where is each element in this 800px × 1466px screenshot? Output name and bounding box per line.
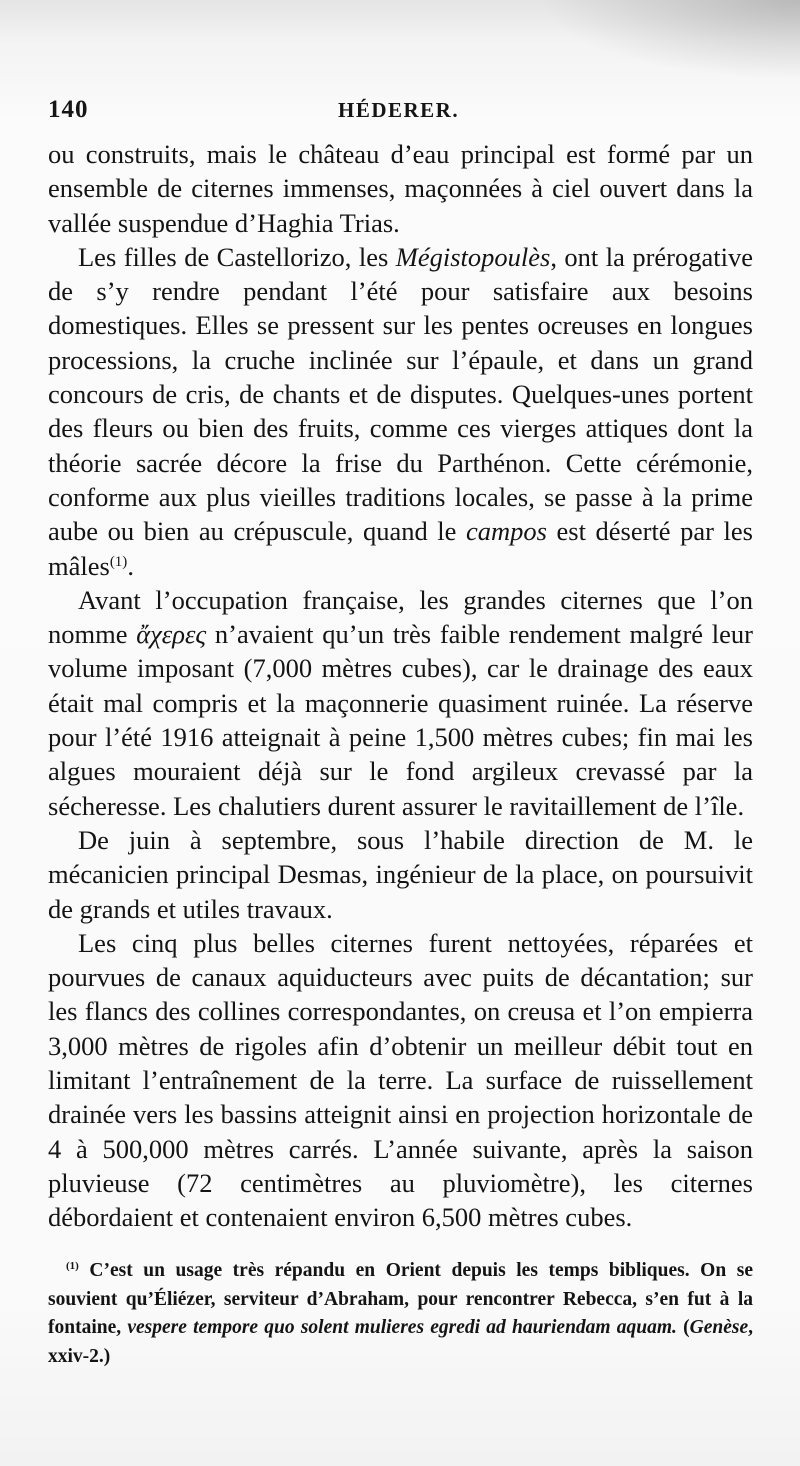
page-number: 140 [48, 96, 89, 123]
footnote-paragraph [48, 1257, 753, 1371]
greek-term: ἄχερες [136, 619, 207, 650]
footnote-text-b: ( [676, 1317, 690, 1338]
paragraph-2-text-a: Les filles de Castellorizo, les [78, 241, 396, 272]
footnote-marker: (1) [66, 1260, 79, 1272]
campos-term: campos [465, 516, 547, 547]
footnote-text-a: C’est un usage très répandu en Orient depuis les temps bibliques. On se souvient qu’Éliézer, serviteur d’Abraham, pour rencontrer Rebecca, s’en fut à la fontaine, [48, 1260, 753, 1338]
running-title: HÉDERER. [338, 98, 460, 122]
footnote-book-reference: Genèse [689, 1317, 749, 1338]
footnote-reference: (1) [109, 553, 128, 570]
running-head [48, 96, 768, 132]
paragraph-2-text-c: , ont la prérogative de s’y rendre pendant l’été pour satisfaire aux besoins domestiques. Elles se pressent sur les pentes ocreuses en longues processions, la cruche inclinée sur l’épaule, et dans un grand concours de cris, de chants et de disputes. Quelques-unes portent des fleurs ou bien des fruits, comme ces vierges attiques dont la théorie sacrée décore la frise du Parthénon. Cette cérémonie, conforme aux plus vieilles traditions locales, se passe à la prime aube ou bien au crépuscule, quand le [48, 241, 754, 547]
footnote-text-c: , xxiv-2.) [48, 1317, 753, 1367]
paragraph-3 [48, 583, 753, 823]
paragraph-1: ou construits, mais le château d’eau principal est formé par un ensemble de citernes immenses, maçonnées à ciel ouvert dans la vallée suspendue d’Haghia Trias. [48, 139, 753, 238]
paragraph-2 [48, 240, 753, 583]
paragraph-5: Les cinq plus belles citernes furent nettoyées, réparées et pourvues de canaux aquiducteurs avec puits de décantation; sur les flancs des collines correspondantes, on creusa et l’on empierra 3,000 mètres de rigoles afin d’obtenir un meilleur débit tout en limitant l’entraînement de la terre. La surface de ruissellement drainée vers les bassins atteignit ainsi en projection horizontale de 4 à 500,000 mètres carrés. L’année suivante, après la saison pluvieuse (72 centimètres au pluviomètre), les citernes débordaient et contenaient environ 6,500 mètres cubes. [48, 927, 753, 1233]
paragraph-3-text-b: n’avaient qu’un très faible rendement malgré leur volume imposant (7,000 mètres cubes), car le drainage des eaux était mal compris et la maçonnerie quasiment ruinée. La réserve pour l’été 1916 atteignait à peine 1,500 mètres cubes; fin mai les algues mouraient déjà sur le fond argileux crevassé par la sécheresse. Les chalutiers durent assurer le ravitaillement de l’île. [48, 619, 753, 821]
footnote-latin-quote: vespere tempore quo solent mulieres egredi ad hauriendam aquam. [127, 1317, 677, 1338]
paragraph-3-text-a: Avant l’occupation française, les grandes citernes que l’on nomme [48, 584, 753, 650]
main-text [48, 137, 753, 1235]
paragraph-4: De juin à septembre, sous l’habile direction de M. le mécanicien principal Desmas, ingénieur de la place, on poursuivit de grands et utiles travaux. [48, 824, 753, 924]
footnote [48, 1257, 753, 1371]
paragraph-2-text-f: . [127, 550, 134, 581]
paragraph-2-text-e: est déserté par les mâles [48, 516, 753, 581]
megistopoules-term: Mégistopoulès [395, 241, 551, 272]
